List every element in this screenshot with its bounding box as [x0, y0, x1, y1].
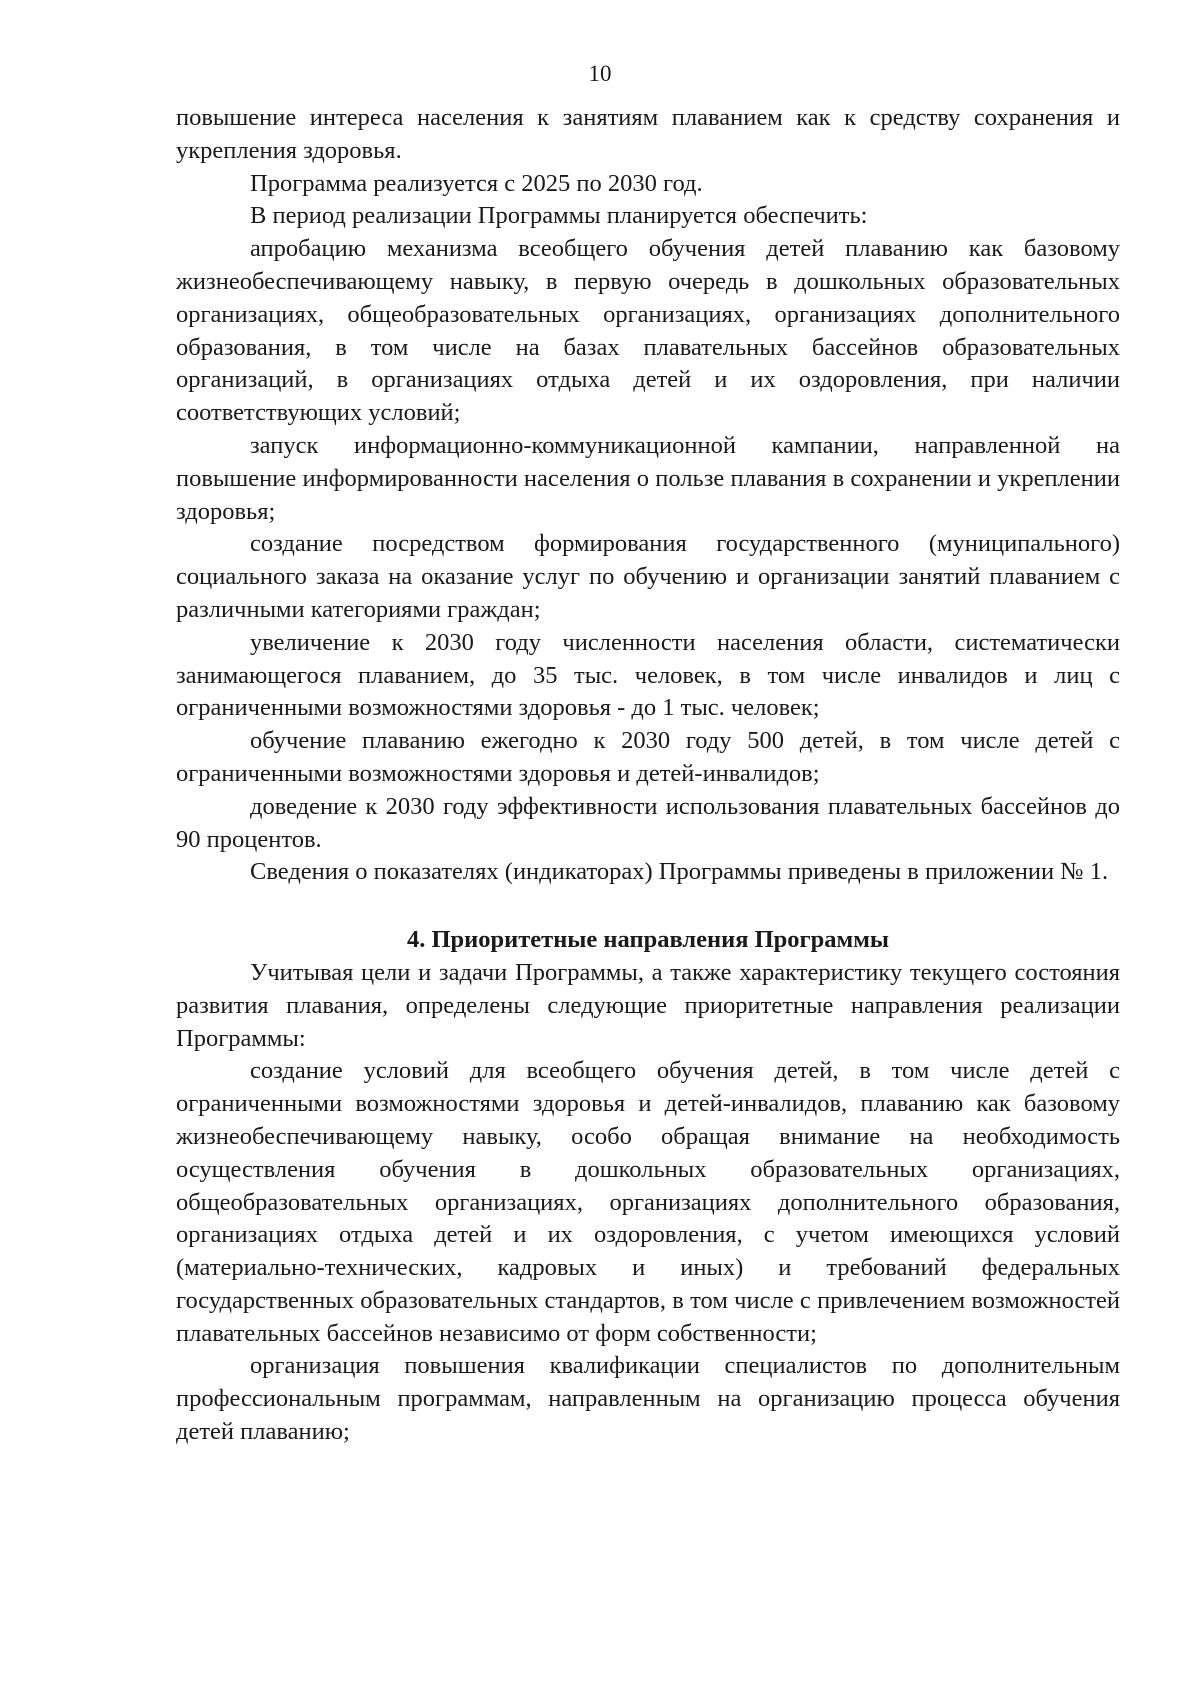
paragraph: увеличение к 2030 году численности населения области, систематически занимающегося плаванием, до 35 тыс. человек, в том числе инвалидов и лиц с ограниченными возможностями здоровья - до 1 тыс. человек;: [176, 628, 1120, 722]
paragraph: Учитывая цели и задачи Программы, а также характеристику текущего состояния развития плавания, определены следующие приоритетные направления реализации Программы:: [176, 958, 1120, 1052]
section-heading: 4. Приоритетные направления Программы: [406, 926, 890, 954]
paragraph: доведение к 2030 году эффективности использования плавательных бассейнов до 90 процентов.: [176, 792, 1120, 853]
page-number: 10: [588, 61, 612, 86]
paragraph: В период реализации Программы планируется обеспечить:: [250, 202, 868, 230]
paragraph: организация повышения квалификации специалистов по дополнительным профессиональным программам, направленным на организацию процесса обучения детей плаванию;: [176, 1352, 1120, 1446]
paragraph: Сведения о показателях (индикаторах) Программы приведены в приложении № 1.: [250, 858, 1109, 886]
paragraph: апробацию механизма всеобщего обучения детей плаванию как базовому жизнеобеспечивающему навыку, в первую очередь в дошкольных образовательных организациях, общеобразовательных организациях, организациях дополнительного образования, в том числе на базах плавательных бассейнов образовательных организаций, в организациях отдыха детей и их оздоровления, при наличии соответствующих условий;: [176, 235, 1120, 427]
paragraph: Программа реализуется с 2025 по 2030 год.: [250, 169, 703, 197]
paragraph: запуск информационно-коммуникационной кампании, направленной на повышение информированности населения о пользе плавания в сохранении и укреплении здоровья;: [176, 431, 1120, 525]
paragraph: создание условий для всеобщего обучения детей, в том числе детей с ограниченными возможностями здоровья и детей-инвалидов, плаванию как базовому жизнеобеспечивающему навыку, особо обращая внимание на необходимость осуществления обучения в дошкольных образовательных организациях, общеобразовательных организациях, организациях дополнительного образования, организациях отдыха детей и их оздоровления, с учетом имеющихся условий (материально-технических, кадровых и иных) и требований федеральных государственных образовательных стандартов, в том числе с привлечением возможностей плавательных бассейнов независимо от форм собственности;: [176, 1057, 1120, 1347]
paragraph: повышение интереса населения к занятиям плаванием как к средству сохранения и укрепления здоровья.: [176, 104, 1120, 164]
paragraph: создание посредством формирования государственного (муниципального) социального заказа на оказание услуг по обучению и организации занятий плаванием с различными категориями граждан;: [176, 530, 1120, 623]
paragraph: обучение плаванию ежегодно к 2030 году 500 детей, в том числе детей с ограниченными возможностями здоровья и детей-инвалидов;: [176, 727, 1120, 787]
document-body: [176, 102, 1120, 1449]
